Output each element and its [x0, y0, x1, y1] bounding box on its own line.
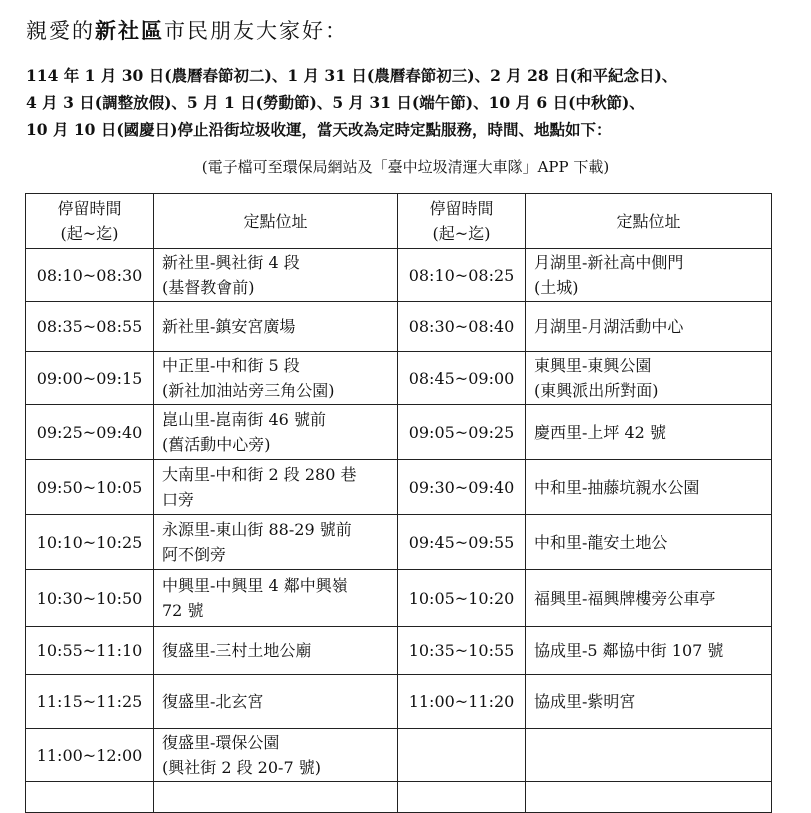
stop-location: 協成里-紫明宮 [526, 675, 772, 729]
stop-location: 新社里-鎮安宮廣場 [154, 302, 398, 352]
table-row-empty [26, 782, 772, 813]
stop-location: 復盛里-北玄宮 [154, 675, 398, 729]
stop-time: 09:05~09:25 [398, 405, 526, 460]
stop-location: 復盛里-環保公園 (興社街 2 段 20-7 號) [154, 729, 398, 782]
empty-cell [154, 782, 398, 813]
holiday-notice [26, 62, 786, 143]
notice-line: 10 月 10 日(國慶日)停止沿街垃圾收運，當天改為定時定點服務，時間、地點如下： [26, 120, 612, 139]
greeting-suffix: 市民朋友大家好： [164, 19, 348, 43]
empty-cell [26, 782, 154, 813]
empty-cell [398, 782, 526, 813]
table-row [26, 515, 772, 570]
stop-location: 大南里-中和街 2 段 280 巷 口旁 [154, 460, 398, 515]
download-note: (電子檔可至環保局網站及「臺中垃圾清運大車隊」APP 下載) [201, 158, 610, 176]
stop-time: 10:55~11:10 [26, 627, 154, 675]
table-row [26, 460, 772, 515]
header-time-left: 停留時間 (起~迄) [26, 194, 154, 249]
stop-location: 東興里-東興公園 (東興派出所對面) [526, 352, 772, 405]
stop-time: 09:00~09:15 [26, 352, 154, 405]
table-row [26, 249, 772, 302]
table-row [26, 729, 772, 782]
greeting-prefix: 親愛的 [26, 19, 95, 43]
stop-location: 月湖里-新社高中側門 (土城) [526, 249, 772, 302]
stop-location: 協成里-5 鄰協中街 107 號 [526, 627, 772, 675]
stop-time: 09:25~09:40 [26, 405, 154, 460]
stop-location: 中和里-抽藤坑親水公園 [526, 460, 772, 515]
header-location-left: 定點位址 [154, 194, 398, 249]
stop-time: 10:30~10:50 [26, 570, 154, 627]
table-row [26, 352, 772, 405]
table-row [26, 627, 772, 675]
stop-time: 11:15~11:25 [26, 675, 154, 729]
header-location-right: 定點位址 [526, 194, 772, 249]
stop-time-empty [398, 729, 526, 782]
table-row [26, 302, 772, 352]
stop-time: 10:35~10:55 [398, 627, 526, 675]
stop-location: 慶西里-上坪 42 號 [526, 405, 772, 460]
stop-time: 09:30~09:40 [398, 460, 526, 515]
stop-time: 08:35~08:55 [26, 302, 154, 352]
stop-location: 福興里-福興牌樓旁公車亭 [526, 570, 772, 627]
stop-time: 08:30~08:40 [398, 302, 526, 352]
stop-time: 09:45~09:55 [398, 515, 526, 570]
header-time-right: 停留時間 (起~迄) [398, 194, 526, 249]
notice-line: 114 年 1 月 30 日(農曆春節初二)、1 月 31 日(農曆春節初三)、2 月 28 日(和平紀念日)、 [26, 66, 678, 85]
table-row [26, 405, 772, 460]
stop-location: 中興里-中興里 4 鄰中興嶺 72 號 [154, 570, 398, 627]
schedule-table [25, 193, 772, 813]
stop-location: 永源里-東山街 88-29 號前 阿不倒旁 [154, 515, 398, 570]
stop-time: 08:45~09:00 [398, 352, 526, 405]
stop-time: 08:10~08:25 [398, 249, 526, 302]
stop-time: 08:10~08:30 [26, 249, 154, 302]
greeting-district: 新社區 [95, 18, 164, 43]
table-row [26, 570, 772, 627]
stop-time: 10:05~10:20 [398, 570, 526, 627]
notice-line: 4 月 3 日(調整放假)、5 月 1 日(勞動節)、5 月 31 日(端午節)、10 月 6 日(中秋節)、 [26, 93, 645, 112]
stop-location: 崑山里-崑南街 46 號前 (舊活動中心旁) [154, 405, 398, 460]
stop-location: 復盛里-三村土地公廟 [154, 627, 398, 675]
stop-location: 中正里-中和街 5 段 (新社加油站旁三角公園) [154, 352, 398, 405]
stop-location: 中和里-龍安土地公 [526, 515, 772, 570]
stop-time: 10:10~10:25 [26, 515, 154, 570]
stop-time: 11:00~11:20 [398, 675, 526, 729]
table-row [26, 675, 772, 729]
table-header-row [26, 194, 772, 249]
empty-cell [526, 782, 772, 813]
stop-location: 月湖里-月湖活動中心 [526, 302, 772, 352]
stop-location-empty [526, 729, 772, 782]
stop-time: 11:00~12:00 [26, 729, 154, 782]
stop-time: 09:50~10:05 [26, 460, 154, 515]
greeting-heading [26, 16, 348, 46]
stop-location: 新社里-興社街 4 段 (基督教會前) [154, 249, 398, 302]
